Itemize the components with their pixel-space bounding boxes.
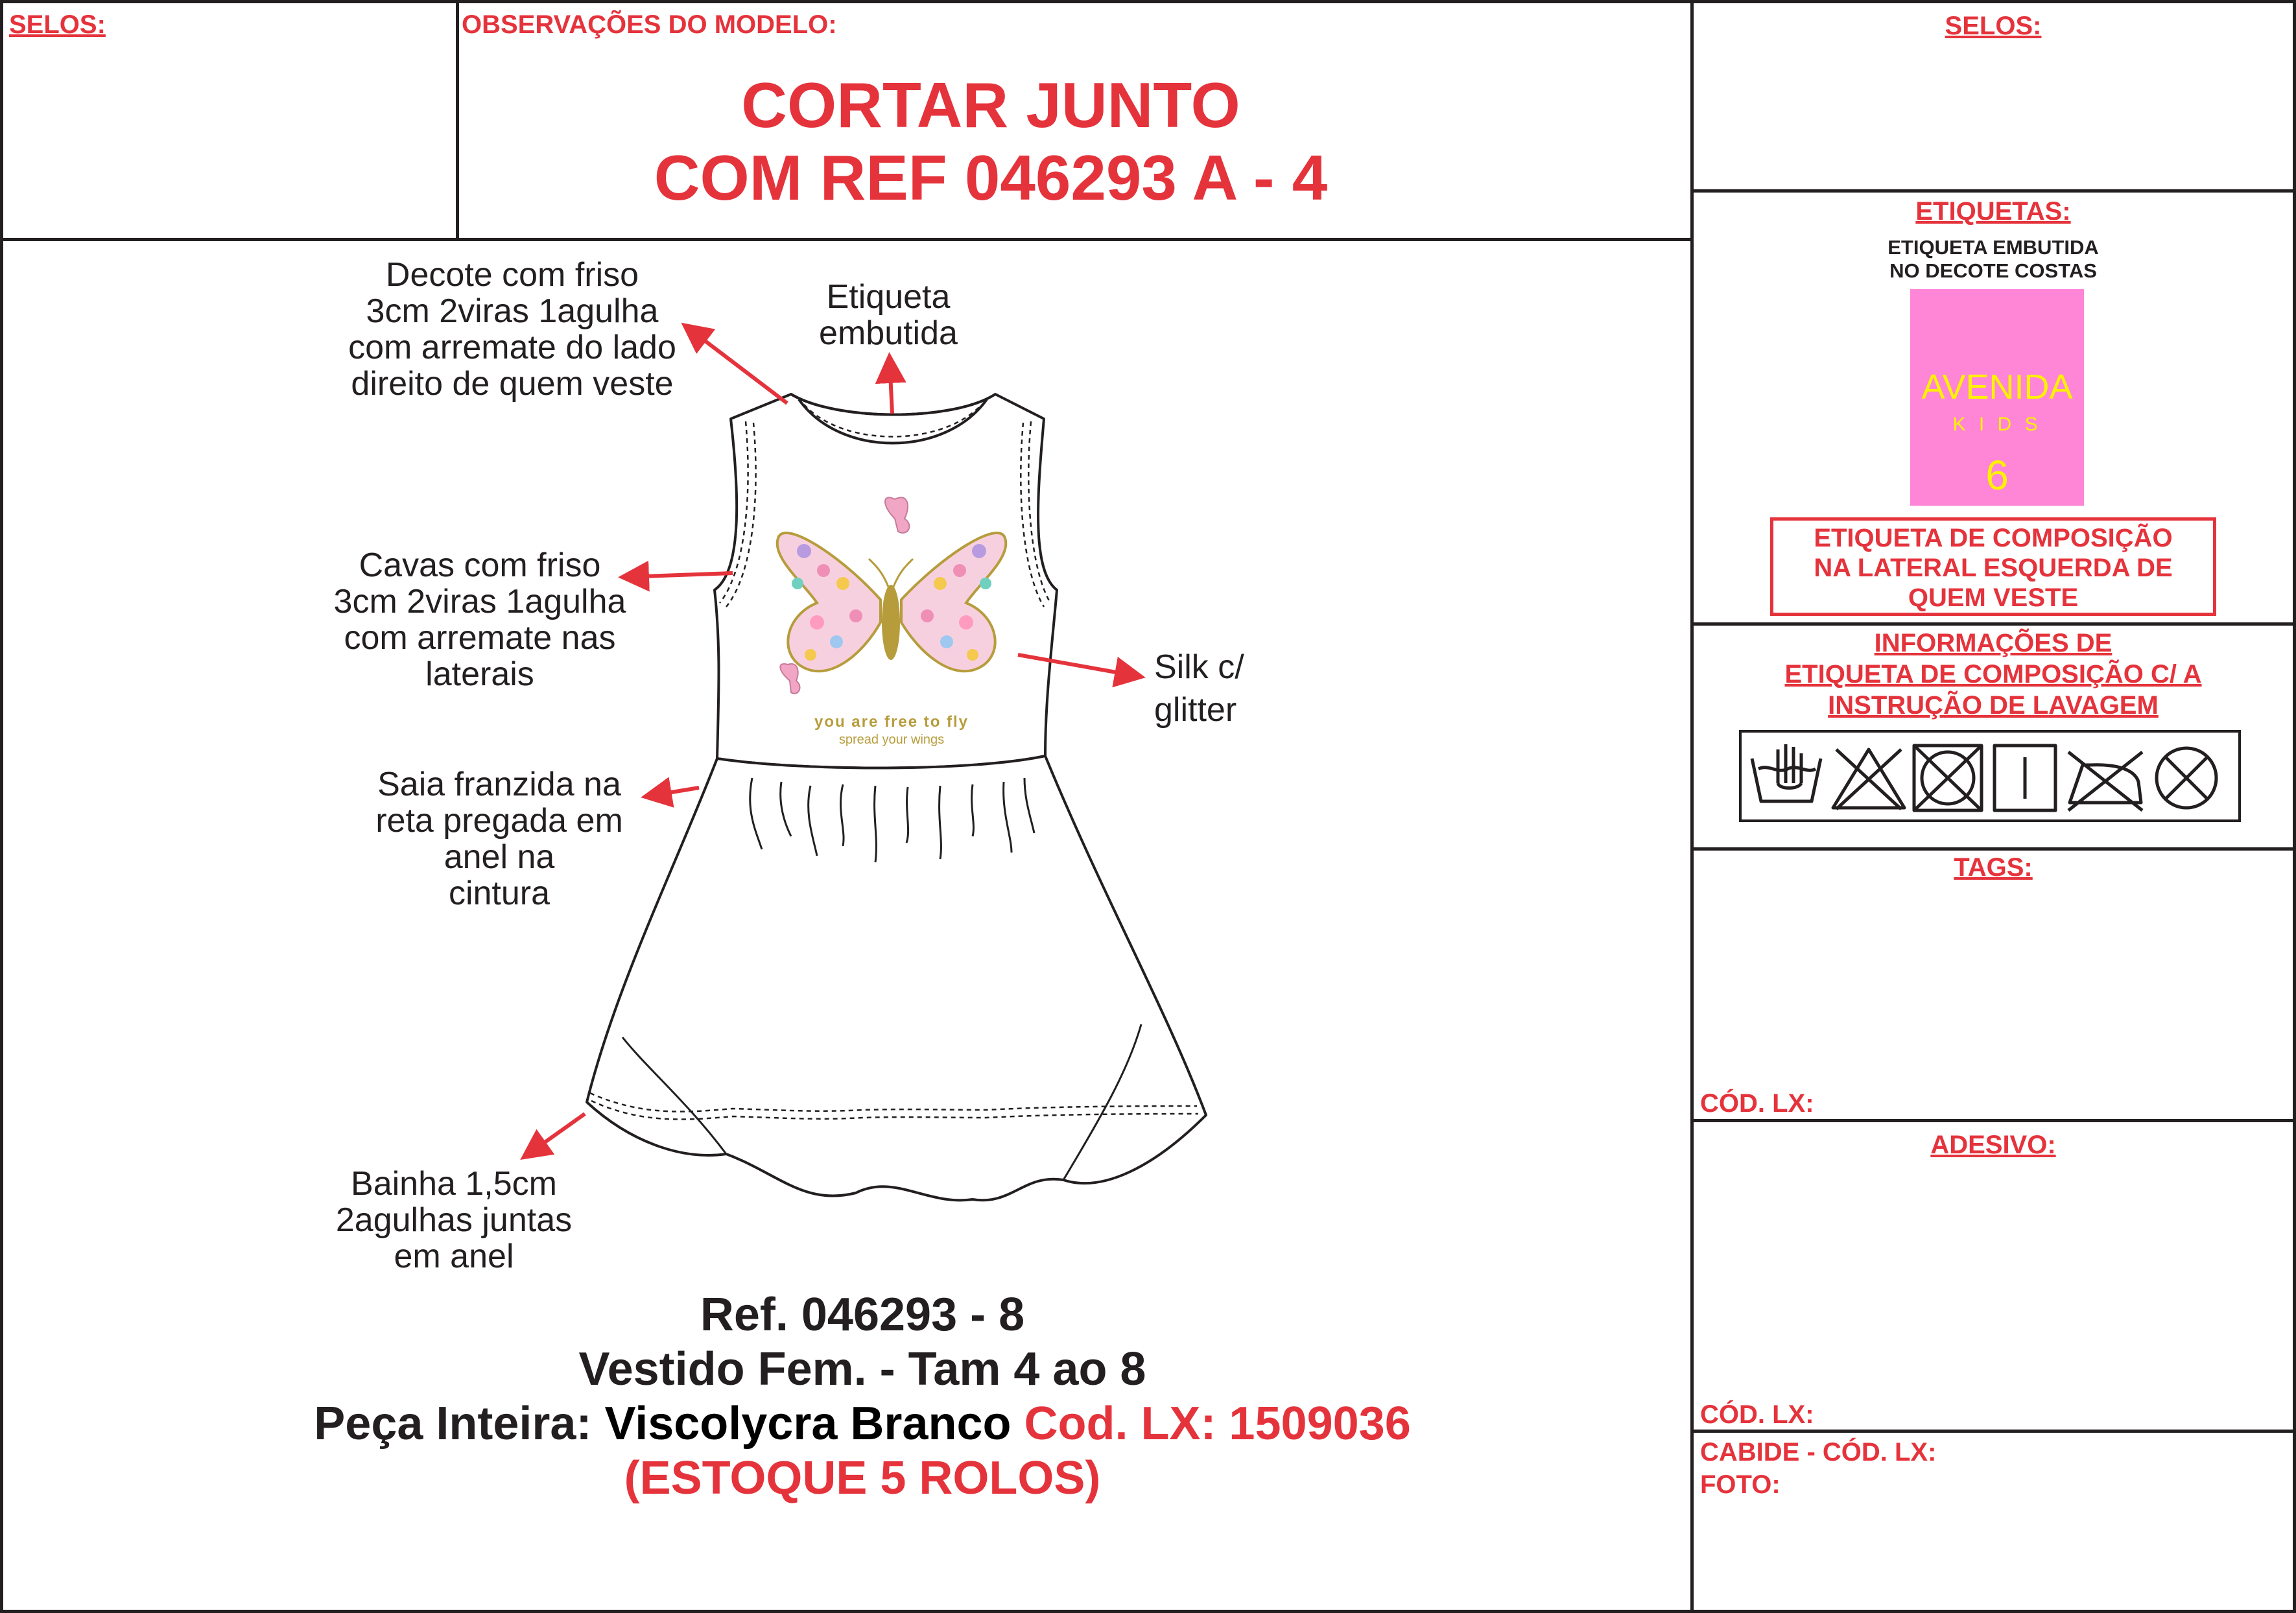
brand-label-swatch [1910,289,2084,506]
adesivo-header: ADESIVO: [1930,1131,2056,1159]
callout-saia-line-2: reta pregada em [375,802,623,840]
callout-silk-line-2: glitter [1154,691,1237,729]
callout-bainha-line-1: Bainha 1,5cm [351,1165,557,1203]
sidebar-etiquetas-header: ETIQUETAS: [1915,197,2071,226]
sidebar-selos-header: SELOS: [1945,12,2042,40]
cabide-cod-lx: CABIDE - CÓD. LX: [1700,1438,1937,1466]
callout-saia-line-3: anel na [444,838,555,876]
callout-cavas-line-4: laterais [425,655,534,693]
info-header [1690,628,2296,721]
callout-saia-line-1: Saia franzida na [377,766,621,803]
arrow-cavas [626,573,733,577]
callout-decote-line-3: com arremate do lado [348,329,676,366]
observacoes-line-1: CORTAR JUNTO [741,69,1240,141]
product-description: Vestido Fem. - Tam 4 ao 8 [578,1343,1146,1395]
composicao-line-2: NA LATERAL ESQUERDA DE [1814,554,2173,582]
selos-left-header: SELOS: [9,10,106,39]
print-text-line-1: you are free to fly [814,713,969,731]
etiqueta-note-line-1: ETIQUETA EMBUTIDA [1888,236,2099,259]
callout-etiqueta-line-1: Etiqueta [826,278,951,316]
brand-label-size: 6 [1985,452,2009,499]
product-info [195,1288,1530,1505]
etiqueta-note [1690,236,2296,283]
arrow-bainha [527,1114,585,1155]
callout-decote-line-4: direito de quem veste [351,365,674,403]
callout-cavas-line-3: com arremate nas [344,619,616,657]
line-dry-icon [1994,746,2055,810]
callout-bainha-line-3: em anel [394,1238,514,1275]
etiqueta-note-line-2: NO DECOTE COSTAS [1889,259,2097,282]
product-stock: (ESTOQUE 5 ROLOS) [624,1452,1101,1504]
composicao-box [1770,517,2216,616]
foto-label: FOTO: [1700,1470,1781,1499]
product-ref: Ref. 046293 - 8 [700,1289,1025,1341]
observacoes-line-2: COM REF 046293 A - 4 [654,142,1328,213]
hand-wash-icon [1752,744,1821,801]
print-text-line-2: spread your wings [838,733,945,747]
sidebar-tags-box [1690,847,2296,1122]
tags-header: TAGS: [1954,853,2033,882]
composicao-line-1: ETIQUETA DE COMPOSIÇÃO [1814,524,2173,552]
callout-silk-line-1: Silk c/ [1154,648,1244,686]
callout-saia-line-4: cintura [448,875,550,912]
do-not-iron-icon [2068,752,2142,810]
arrow-decote [687,327,787,403]
do-not-dry-clean-icon [2157,748,2216,808]
brand-label-sub: K I D S [1952,414,2042,435]
callout-decote-line-1: Decote com friso [385,256,639,294]
arrow-etiqueta [890,360,892,414]
sidebar-adesivo-box [1690,1119,2296,1433]
observacoes-header: OBSERVAÇÕES DO MODELO: [462,10,837,39]
do-not-tumble-dry-icon [1914,746,1982,810]
info-header-line-2: ETIQUETA DE COMPOSIÇÃO C/ A [1784,660,2202,689]
do-not-bleach-icon [1833,749,1904,809]
product-fabric-material: Viscolycra Branco [604,1398,1024,1450]
adesivo-cod-lx: CÓD. LX: [1700,1400,1814,1429]
callout-cavas-line-2: 3cm 2viras 1agulha [333,583,626,620]
product-fabric-code: Cod. LX: 1509036 [1024,1398,1411,1450]
info-header-line-3: INSTRUÇÃO DE LAVAGEM [1828,691,2159,720]
info-header-line-1: INFORMAÇÕES DE [1874,629,2113,657]
product-fabric [195,1396,1530,1451]
product-fabric-label: Peça Inteira: [314,1398,605,1450]
arrow-saia [648,788,699,796]
callout-bainha-line-2: 2agulhas juntas [335,1201,573,1239]
composicao-line-3: QUEM VESTE [1908,583,2079,612]
callout-etiqueta-line-2: embutida [819,314,958,352]
tags-cod-lx: CÓD. LX: [1700,1089,1814,1118]
care-symbols [1739,730,2241,822]
brand-label-name: AVENIDA [1921,368,2073,406]
callout-cavas-line-1: Cavas com friso [359,547,601,584]
callout-decote-line-2: 3cm 2viras 1agulha [366,292,659,330]
